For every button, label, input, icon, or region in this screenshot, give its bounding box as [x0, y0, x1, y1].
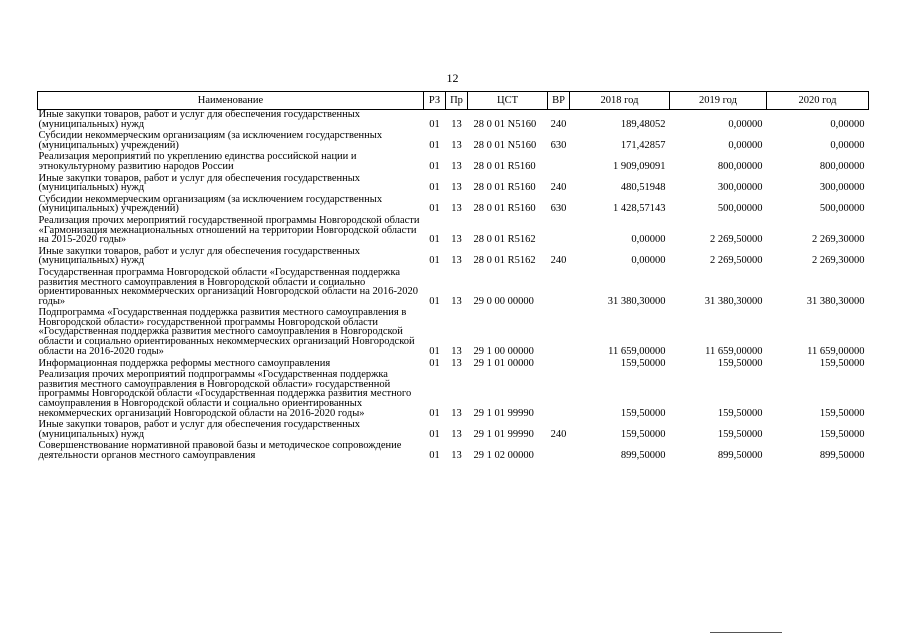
row-2018-cell: 159,50000	[620, 407, 666, 419]
row-2018-cell: 11 659,00000	[608, 345, 666, 357]
row-cst-cell: 29 1 02 00000	[473, 450, 534, 461]
row-2018-cell: 0,00000	[631, 234, 666, 246]
row-name-cell: Иные закупки товаров, работ и услуг для обеспечения государственных (муниципальных) нужд	[38, 419, 361, 440]
row-vr-cell	[548, 268, 570, 308]
table-row	[38, 152, 869, 173]
header-2019: 2019 год	[670, 92, 767, 110]
header-2020: 2020 год	[767, 92, 869, 110]
row-rz-cell: 01	[429, 428, 440, 440]
table-header-row	[38, 92, 869, 110]
row-vr-cell	[548, 370, 570, 420]
table-row	[38, 174, 869, 195]
row-pr-cell: 13	[451, 182, 462, 194]
row-name-cell: Реализация прочих мероприятий государственной программы Новгородской области «Гармонизация межнациональных отношений на территории Новгородской области на 2015-2020 годы»	[38, 214, 420, 246]
row-pr-cell: 13	[451, 357, 462, 369]
row-2020-cell: 300,00000	[819, 182, 865, 194]
row-2020-cell: 500,00000	[819, 203, 865, 215]
row-cst-cell: 29 0 00 00000	[473, 295, 534, 307]
row-2018-cell: 1 909,09091	[613, 160, 666, 172]
table-row	[38, 308, 869, 358]
row-rz-cell: 01	[429, 182, 440, 194]
row-rz-cell: 01	[429, 345, 440, 357]
row-2020-cell: 11 659,00000	[807, 345, 865, 357]
row-2019-cell: 2 269,50000	[710, 234, 763, 246]
page-number: 12	[446, 71, 459, 85]
row-2018-cell: 1 428,57143	[613, 203, 666, 215]
row-vr-cell: 630	[550, 139, 567, 151]
row-cst-cell: 28 0 01 N5160	[473, 118, 537, 130]
row-cst-cell: 28 0 01 R5160	[473, 182, 536, 194]
page-edge-mark	[710, 632, 782, 637]
row-cst-cell: 28 0 01 R5160	[473, 160, 536, 172]
row-cst-cell: 29 1 01 99990	[473, 428, 534, 440]
table-row	[38, 131, 869, 152]
row-name-cell: Иные закупки товаров, работ и услуг для обеспечения государственных (муниципальных) нужд	[38, 109, 361, 130]
table-body	[38, 110, 869, 463]
row-vr-cell	[548, 441, 570, 462]
row-2019-cell: 159,50000	[717, 407, 763, 419]
row-2020-cell: 800,00000	[819, 160, 865, 172]
row-vr-cell: 240	[550, 255, 567, 267]
row-cst-cell: 29 1 00 00000	[473, 345, 534, 357]
row-vr-cell: 240	[550, 118, 567, 130]
row-rz-cell: 01	[429, 234, 440, 246]
header-pr: Пр	[446, 92, 468, 110]
row-2018-cell: 899,50000	[620, 450, 666, 461]
row-vr-cell	[548, 216, 570, 247]
row-rz-cell: 01	[429, 407, 440, 419]
row-cst-cell: 28 0 01 R5160	[473, 203, 536, 215]
row-name-cell: Информационная поддержка реформы местного самоуправления	[38, 357, 331, 369]
row-2020-cell: 159,50000	[819, 428, 865, 440]
row-pr-cell: 13	[451, 345, 462, 357]
row-rz-cell: 01	[429, 160, 440, 172]
row-2018-cell: 0,00000	[631, 255, 666, 267]
row-name-cell: Подпрограмма «Государственная поддержка развития местного самоуправления в Новгородской области» государственной программы Новгородской области «Государственная поддержка развития местного самоуправления в Новгородской области и социально ориентированных некоммерческих организаций Новгородской области на 2016-2020 годы»	[38, 307, 415, 357]
row-name-cell: Субсидии некоммерческим организациям (за исключением государственных (муниципальных) учреждений)	[38, 130, 383, 151]
header-vr: ВР	[548, 92, 570, 110]
row-2018-cell: 480,51948	[620, 182, 666, 194]
row-2020-cell: 0,00000	[830, 139, 865, 151]
row-rz-cell: 01	[429, 450, 440, 461]
row-2020-cell: 899,50000	[819, 450, 865, 461]
row-pr-cell: 13	[451, 139, 462, 151]
row-2018-cell: 159,50000	[620, 357, 666, 369]
row-2020-cell: 2 269,30000	[812, 234, 865, 246]
row-pr-cell: 13	[451, 160, 462, 172]
row-vr-cell	[548, 152, 570, 173]
budget-table	[37, 91, 869, 463]
table-row	[38, 441, 869, 462]
row-2019-cell: 0,00000	[728, 139, 763, 151]
row-cst-cell: 29 1 01 00000	[473, 357, 534, 369]
row-2019-cell: 0,00000	[728, 118, 763, 130]
row-vr-cell: 240	[550, 182, 567, 194]
table-row	[38, 247, 869, 268]
table-row	[38, 268, 869, 308]
header-name: Наименование	[38, 92, 424, 110]
table-row	[38, 420, 869, 441]
row-rz-cell: 01	[429, 255, 440, 267]
row-2020-cell: 159,50000	[819, 357, 865, 369]
table-row	[38, 195, 869, 216]
row-2019-cell: 159,50000	[717, 357, 763, 369]
row-pr-cell: 13	[451, 203, 462, 215]
row-rz-cell: 01	[429, 118, 440, 130]
row-2019-cell: 800,00000	[717, 160, 763, 172]
row-pr-cell: 13	[451, 407, 462, 419]
row-2020-cell: 2 269,30000	[812, 255, 865, 267]
row-2020-cell: 0,00000	[830, 118, 865, 130]
row-name-cell: Реализация мероприятий по укреплению единства российской нации и этнокультурному развитию народов России	[38, 151, 357, 172]
row-cst-cell: 28 0 01 N5160	[473, 139, 537, 151]
table-row	[38, 370, 869, 420]
row-rz-cell: 01	[429, 357, 440, 369]
row-name-cell: Иные закупки товаров, работ и услуг для обеспечения государственных (муниципальных) нужд	[38, 172, 361, 194]
row-2018-cell: 189,48052	[620, 118, 666, 130]
row-2019-cell: 11 659,00000	[705, 345, 763, 357]
row-vr-cell: 630	[550, 203, 567, 215]
row-name-cell: Государственная программа Новгородской области «Государственная поддержка развития местного самоуправления в Новгородской области и социально ориентированных некоммерческих организаций Новгородской области на 2016-2020 годы»	[38, 266, 419, 307]
row-2019-cell: 899,50000	[717, 450, 763, 461]
row-2020-cell: 31 380,30000	[806, 295, 865, 307]
row-2019-cell: 300,00000	[717, 182, 763, 194]
row-cst-cell: 28 0 01 R5162	[473, 255, 536, 267]
row-rz-cell: 01	[429, 203, 440, 215]
header-cst: ЦСТ	[468, 92, 548, 110]
row-2018-cell: 171,42857	[620, 139, 666, 151]
row-pr-cell: 13	[451, 295, 462, 307]
header-rz: РЗ	[424, 92, 446, 110]
row-cst-cell: 29 1 01 99990	[473, 407, 534, 419]
row-vr-cell	[548, 308, 570, 358]
row-pr-cell: 13	[451, 255, 462, 267]
row-2019-cell: 159,50000	[717, 428, 763, 440]
row-name-cell: Совершенствование нормативной правовой базы и методическое сопровождение деятельности органов местного самоуправления	[38, 440, 402, 461]
row-vr-cell	[548, 358, 570, 370]
row-pr-cell: 13	[451, 428, 462, 440]
row-2019-cell: 31 380,30000	[704, 295, 763, 307]
table-row	[38, 216, 869, 247]
row-rz-cell: 01	[429, 139, 440, 151]
row-vr-cell: 240	[550, 428, 567, 440]
row-2020-cell: 159,50000	[819, 407, 865, 419]
row-pr-cell: 13	[451, 234, 462, 246]
row-2018-cell: 159,50000	[620, 428, 666, 440]
row-2019-cell: 2 269,50000	[710, 255, 763, 267]
row-name-cell: Иные закупки товаров, работ и услуг для обеспечения государственных (муниципальных) нужд	[38, 245, 361, 267]
header-2018: 2018 год	[570, 92, 670, 110]
table-row	[38, 110, 869, 132]
row-rz-cell: 01	[429, 295, 440, 307]
row-pr-cell: 13	[451, 450, 462, 461]
row-name-cell: Реализация прочих мероприятий подпрограммы «Государственная поддержка развития местного самоуправления в Новгородской области» государственной программы Новгородской области «Государственная поддержка развития местного самоуправления в Новгородской области и социально ориентированных некоммерческих организаций Новгородской области на 2016-2020 годы»	[38, 369, 412, 419]
row-2019-cell: 500,00000	[717, 203, 763, 215]
row-2018-cell: 31 380,30000	[607, 295, 666, 307]
row-name-cell: Субсидии некоммерческим организациям (за исключением государственных (муниципальных) учреждений)	[38, 193, 383, 215]
row-pr-cell: 13	[451, 118, 462, 130]
row-cst-cell: 28 0 01 R5162	[473, 234, 536, 246]
